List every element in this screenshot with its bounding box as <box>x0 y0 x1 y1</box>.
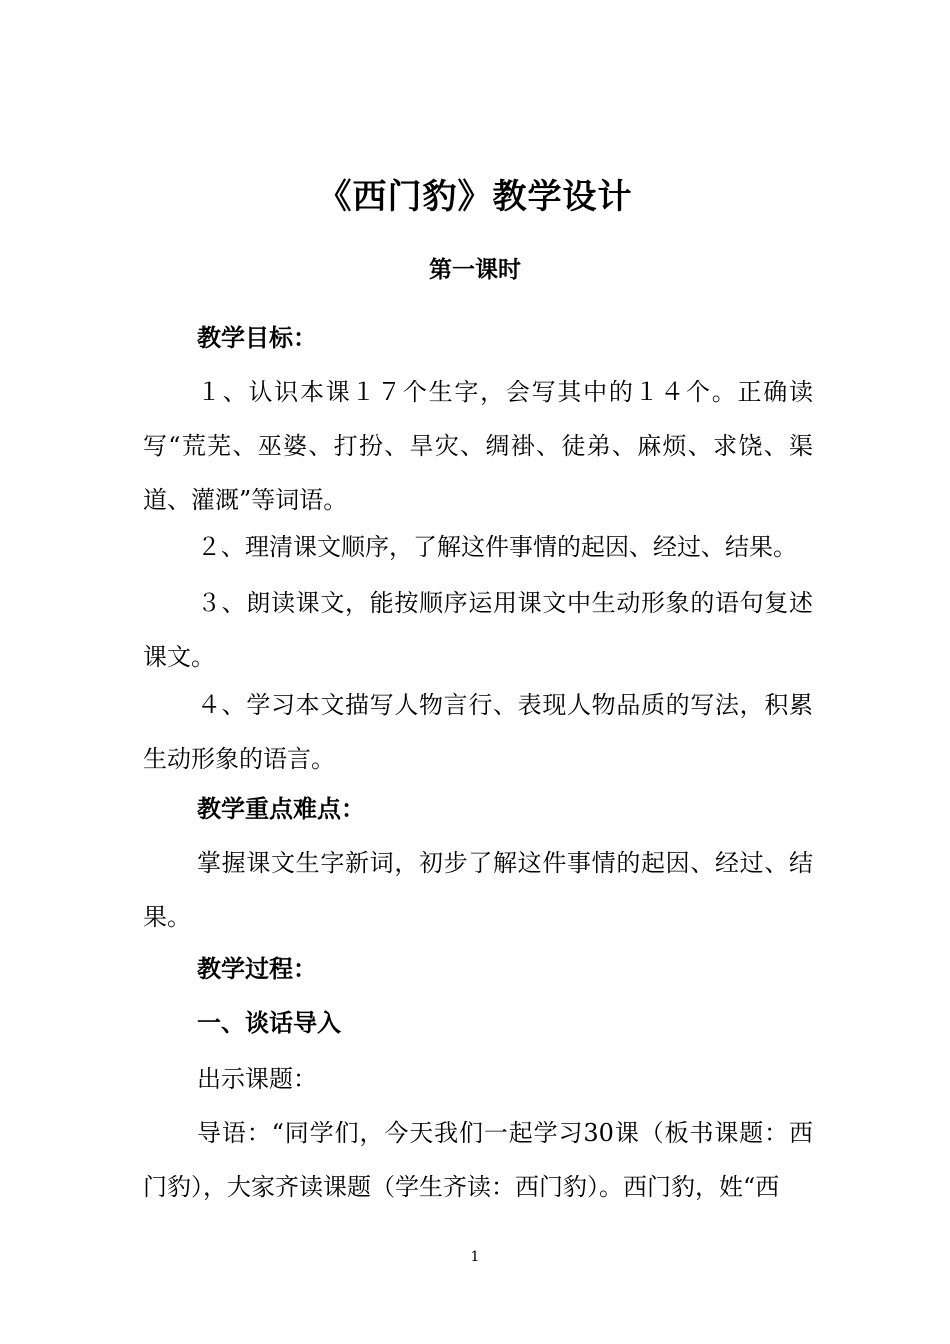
key-points-heading: 教学重点难点： <box>197 794 365 823</box>
step1-heading: 一、谈话导入 <box>197 1008 341 1037</box>
goals-heading: 教学目标： <box>197 323 317 352</box>
goal-item-3: ３、朗读课文，能按顺序运用课文中生动形象的语句复述课文。 <box>143 589 813 671</box>
key-points-text: 掌握课文生字新词，初步了解这件事情的起因、经过、结果。 <box>143 849 813 931</box>
goal-item-2: ２、理清课文顺序，了解这件事情的起因、经过、结果。 <box>197 533 797 561</box>
step1-line2: 导语：“同学们，今天我们一起学习30课（板书课题：西门豹），大家齐读课题（学生齐读：西门豹）。西门豹，姓“西 <box>143 1119 813 1201</box>
goal-item-1: １、认识本课１７个生字，会写其中的１４个。正确读写“荒芜、巫婆、打扮、旱灾、绸褂、徒弟、麻烦、求饶、渠道、灌溉”等词语。 <box>143 378 813 514</box>
process-heading: 教学过程： <box>197 954 317 983</box>
step1-line1: 出示课题： <box>197 1065 317 1093</box>
page-number: 1 <box>470 1249 480 1265</box>
lesson-subtitle: 第一课时 <box>429 256 521 283</box>
goal-item-4: ４、学习本文描写人物言行、表现人物品质的写法，积累生动形象的语言。 <box>143 691 813 773</box>
document-title: 《西门豹》教学设计 <box>317 177 633 217</box>
